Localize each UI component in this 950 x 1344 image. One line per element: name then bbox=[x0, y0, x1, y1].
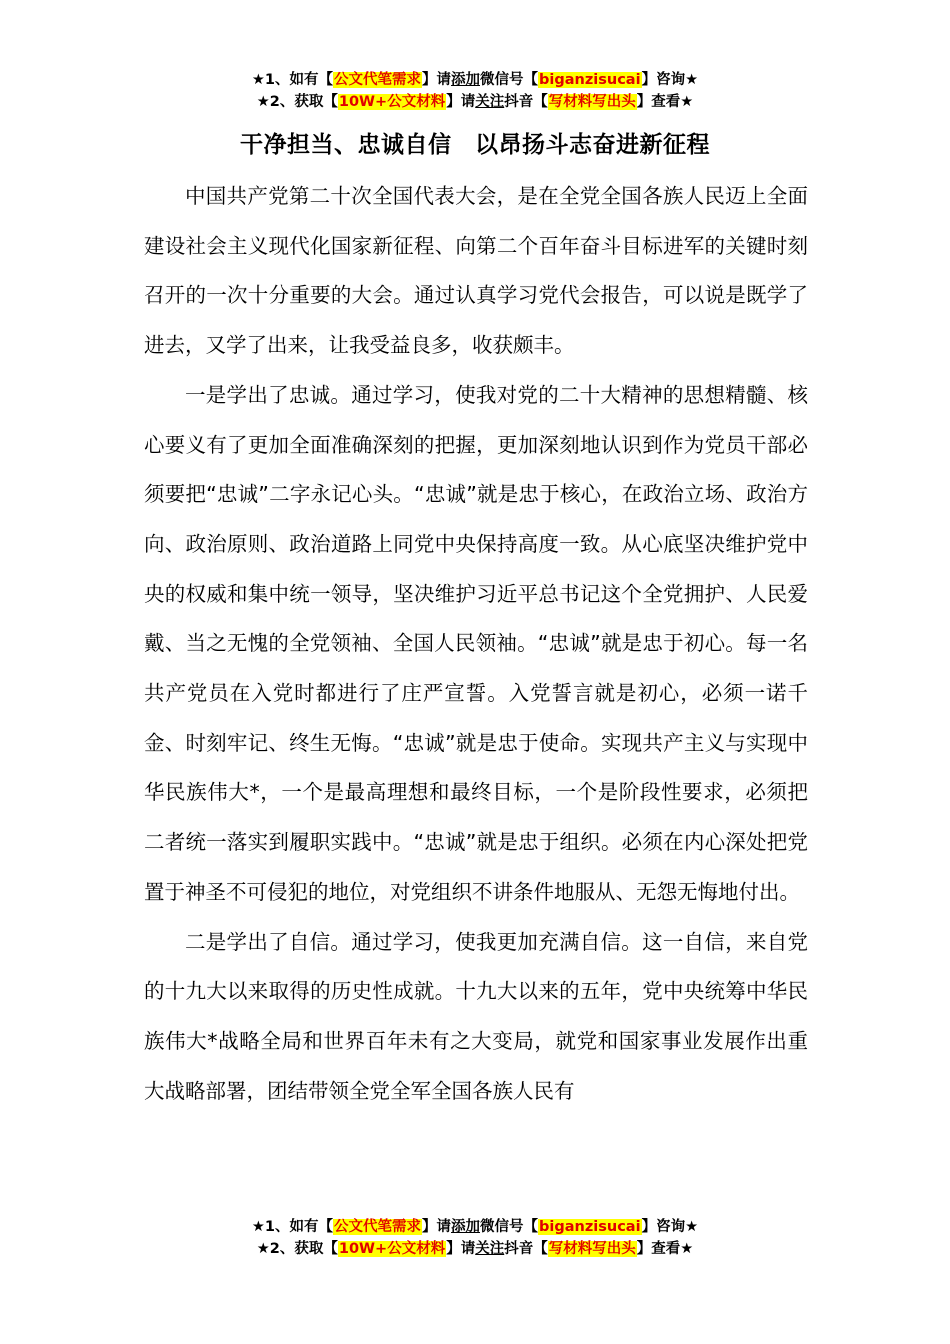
promo-text: 微信号【 bbox=[480, 72, 539, 88]
promo-highlight: 10W+公文材料 bbox=[338, 1241, 446, 1257]
document-body bbox=[144, 172, 808, 1116]
promo-underlined-text: 关注 bbox=[475, 1241, 505, 1257]
promo-text: 】请 bbox=[446, 1241, 476, 1257]
promo-highlight: 10W+公文材料 bbox=[338, 94, 446, 110]
promo-text: 抖音【 bbox=[504, 1241, 548, 1257]
promo-text: 】查看★ bbox=[636, 1241, 694, 1257]
promo-line-2 bbox=[0, 1238, 950, 1260]
promo-underlined-text: 关注 bbox=[475, 94, 505, 110]
promo-text: 】咨询★ bbox=[641, 1219, 699, 1235]
promo-text: 微信号【 bbox=[480, 1219, 539, 1235]
promo-text: 】请 bbox=[422, 72, 452, 88]
promo-underlined-text: 添加 bbox=[451, 72, 481, 88]
promo-line-1 bbox=[0, 1216, 950, 1238]
promo-text: ★2、获取【 bbox=[256, 1241, 338, 1257]
promo-text: ★1、如有【 bbox=[251, 1219, 334, 1235]
header-promo-banner bbox=[0, 69, 950, 113]
promo-highlight: 公文代笔需求 bbox=[334, 72, 422, 88]
footer-promo-banner bbox=[0, 1216, 950, 1260]
document-title: 干净担当、忠诚自信 以昂扬斗志奋进新征程 bbox=[240, 132, 710, 158]
promo-text: ★1、如有【 bbox=[251, 72, 334, 88]
promo-highlight: 公文代笔需求 bbox=[334, 1219, 422, 1235]
paragraph-confidence: 二是学出了自信。通过学习，使我更加充满自信。这一自信，来自党的十九大以来取得的历史性成就。十九大以来的五年，党中央统筹中华民族伟大*战略全局和世界百年未有之大变局，就党和国家事业发展作出重大战略部署，团结带领全党全军全国各族人民有 bbox=[144, 929, 808, 1103]
promo-text: 】查看★ bbox=[636, 94, 694, 110]
wechat-id-highlight: biganzisucai bbox=[539, 1219, 641, 1235]
promo-text: 】请 bbox=[422, 1219, 452, 1235]
paragraph-intro: 中国共产党第二十次全国代表大会，是在全党全国各族人民迈上全面建设社会主义现代化国家新征程、向第二个百年奋斗目标进军的关键时刻召开的一次十分重要的大会。通过认真学习党代会报告，可以说是既学了进去，又学了出来，让我受益良多，收获颇丰。 bbox=[144, 184, 808, 358]
promo-line-1 bbox=[0, 69, 950, 91]
promo-text: 抖音【 bbox=[504, 94, 548, 110]
promo-text: 】咨询★ bbox=[641, 72, 699, 88]
paragraph-loyalty: 一是学出了忠诚。通过学习，使我对党的二十大精神的思想精髓、核心要义有了更加全面准确深刻的把握，更加深刻地认识到作为党员干部必须要把“忠诚”二字永记心头。“忠诚”就是忠于核心，在政治立场、政治方向、政治原则、政治道路上同党中央保持高度一致。从心底坚决维护党中央的权威和集中统一领导，坚决维护习近平总书记这个全党拥护、人民爱戴、当之无愧的全党领袖、全国人民领袖。“忠诚”就是忠于初心。每一名共产党员在入党时都进行了庄严宣誓。入党誓言就是初心，必须一诺千金、时刻牢记、终生无悔。“忠诚”就是忠于使命。实现共产主义与实现中华民族伟大*，一个是最高理想和最终目标，一个是阶段性要求，必须把二者统一落实到履职实践中。“忠诚”就是忠于组织。必须在内心深处把党置于神圣不可侵犯的地位，对党组织不讲条件地服从、无怨无悔地付出。 bbox=[144, 382, 808, 904]
douyin-id-highlight: 写材料写出头 bbox=[548, 94, 636, 110]
promo-underlined-text: 添加 bbox=[451, 1219, 481, 1235]
promo-line-2 bbox=[0, 91, 950, 113]
wechat-id-highlight: biganzisucai bbox=[539, 72, 641, 88]
douyin-id-highlight: 写材料写出头 bbox=[548, 1241, 636, 1257]
promo-text: 】请 bbox=[446, 94, 476, 110]
promo-text: ★2、获取【 bbox=[256, 94, 338, 110]
